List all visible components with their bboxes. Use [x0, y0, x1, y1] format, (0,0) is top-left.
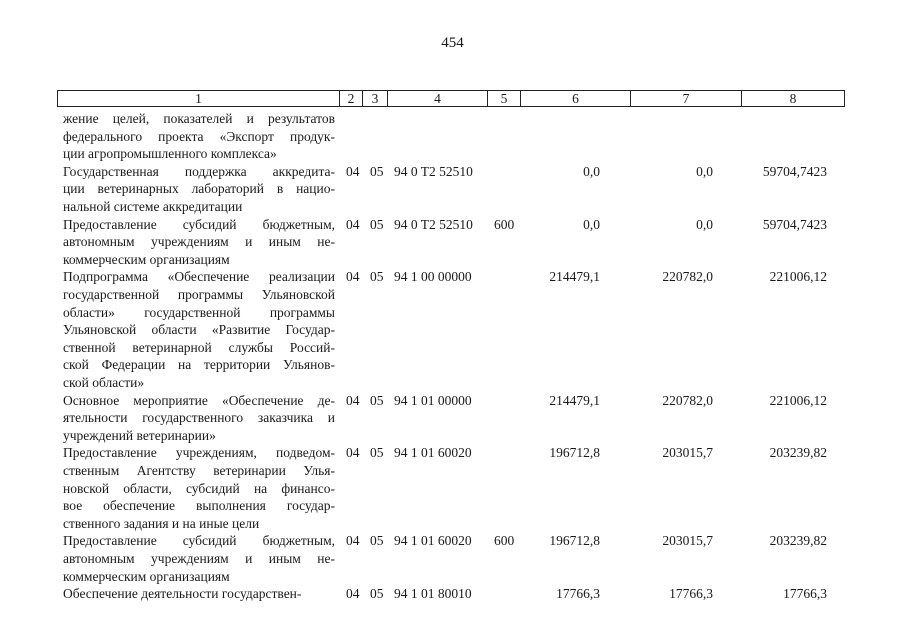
row-description [63, 216, 335, 269]
header-col-6: 6 [521, 91, 631, 106]
header-col-4: 4 [388, 91, 488, 106]
section-code: 04 [346, 392, 360, 408]
section-code: 04 [346, 586, 360, 602]
header-col-2: 2 [340, 91, 363, 106]
description-line: ственным Агентству ветеринарии Улья- [63, 462, 335, 478]
description-line: ятельности государственного заказчика и [63, 410, 335, 426]
amount-year-3: 221006,12 [769, 392, 827, 408]
subsection-code: 05 [370, 392, 384, 408]
section-code: 04 [346, 163, 360, 179]
target-article-code: 94 1 01 00000 [394, 392, 472, 408]
description-line: Предоставление учреждениям, подведом- [63, 445, 335, 461]
subsection-code: 05 [370, 586, 384, 602]
description-line: Ульяновской области «Развитие Государ- [63, 322, 335, 338]
table-header [57, 90, 845, 107]
amount-year-3: 203239,82 [769, 533, 827, 549]
amount-year-1: 0,0 [583, 163, 600, 179]
description-line: федерального проекта «Экспорт продук- [63, 128, 335, 144]
amount-year-2: 220782,0 [662, 269, 713, 285]
row-description [63, 392, 335, 445]
amount-year-3: 221006,12 [769, 269, 827, 285]
amount-year-1: 214479,1 [549, 392, 600, 408]
subsection-code: 05 [370, 533, 384, 549]
amount-year-2: 220782,0 [662, 392, 713, 408]
amount-year-1: 214479,1 [549, 269, 600, 285]
amount-year-3: 59704,7423 [762, 163, 827, 179]
expense-type-code: 600 [494, 216, 515, 232]
description-line: коммерческим организациям [63, 568, 230, 584]
header-col-8: 8 [789, 91, 797, 106]
description-line: Обеспечение деятельности государствен- [63, 586, 302, 602]
row-description [63, 110, 335, 163]
subsection-code: 05 [370, 269, 384, 285]
description-line: Подпрограмма «Обеспечение реализации [63, 269, 335, 285]
description-line: Предоставление субсидий бюджетным, [63, 533, 335, 549]
amount-year-2: 0,0 [696, 163, 713, 179]
row-description [63, 585, 335, 603]
description-line: ственного задания и на иные цели [63, 515, 260, 531]
subsection-code: 05 [370, 216, 384, 232]
section-code: 04 [346, 533, 360, 549]
amount-year-3: 59704,7423 [762, 216, 827, 232]
section-code: 04 [346, 216, 360, 232]
description-line: Государственная поддержка аккредита- [63, 163, 335, 179]
header-col-3: 3 [363, 91, 388, 106]
description-line: автономным учреждениям и иным не- [63, 234, 335, 250]
target-article-code: 94 0 T2 52510 [394, 163, 473, 179]
description-line: ции ветеринарных лабораторий в нацио- [63, 181, 335, 197]
target-article-code: 94 0 T2 52510 [394, 216, 473, 232]
description-line: ции агропромышленного комплекса» [63, 146, 277, 162]
target-article-code: 94 1 00 00000 [394, 269, 472, 285]
description-line: области» государственной программы [63, 304, 335, 320]
row-description [63, 163, 335, 216]
description-line: ственной ветеринарной службы Россий- [63, 339, 335, 355]
description-line: вое обеспечение выполнения государ- [63, 498, 335, 514]
description-line: Предоставление субсидий бюджетным, [63, 216, 335, 232]
amount-year-3: 17766,3 [783, 586, 827, 602]
description-line: учреждений ветеринарии» [63, 427, 216, 443]
subsection-code: 05 [370, 445, 384, 461]
header-col-7: 7 [631, 91, 742, 106]
description-line: новской области, субсидий на финансо- [63, 480, 335, 496]
amount-year-2: 203015,7 [662, 533, 713, 549]
amount-year-1: 196712,8 [549, 445, 600, 461]
section-code: 04 [346, 445, 360, 461]
description-line: автономным учреждениям и иным не- [63, 550, 335, 566]
target-article-code: 94 1 01 60020 [394, 445, 472, 461]
description-line: коммерческим организациям [63, 251, 230, 267]
amount-year-1: 17766,3 [556, 586, 600, 602]
page-number: 454 [441, 35, 464, 51]
description-line: ской Федерации на территории Ульянов- [63, 357, 335, 373]
amount-year-3: 203239,82 [769, 445, 827, 461]
amount-year-1: 196712,8 [549, 533, 600, 549]
header-col-5: 5 [488, 91, 521, 106]
amount-year-2: 17766,3 [669, 586, 713, 602]
target-article-code: 94 1 01 80010 [394, 586, 472, 602]
amount-year-2: 0,0 [696, 216, 713, 232]
amount-year-1: 0,0 [583, 216, 600, 232]
subsection-code: 05 [370, 163, 384, 179]
target-article-code: 94 1 01 60020 [394, 533, 472, 549]
amount-year-2: 203015,7 [662, 445, 713, 461]
description-line: государственной программы Ульяновской [63, 286, 335, 302]
description-line: жение целей, показателей и результатов [63, 111, 335, 126]
row-description [63, 532, 335, 585]
row-description [63, 444, 335, 532]
section-code: 04 [346, 269, 360, 285]
description-line: нальной системе аккредитации [63, 198, 243, 214]
row-description [63, 268, 335, 391]
expense-type-code: 600 [494, 533, 515, 549]
description-line: ской области» [63, 374, 145, 390]
description-line: Основное мероприятие «Обеспечение де- [63, 392, 335, 408]
header-col-1: 1 [58, 91, 340, 106]
